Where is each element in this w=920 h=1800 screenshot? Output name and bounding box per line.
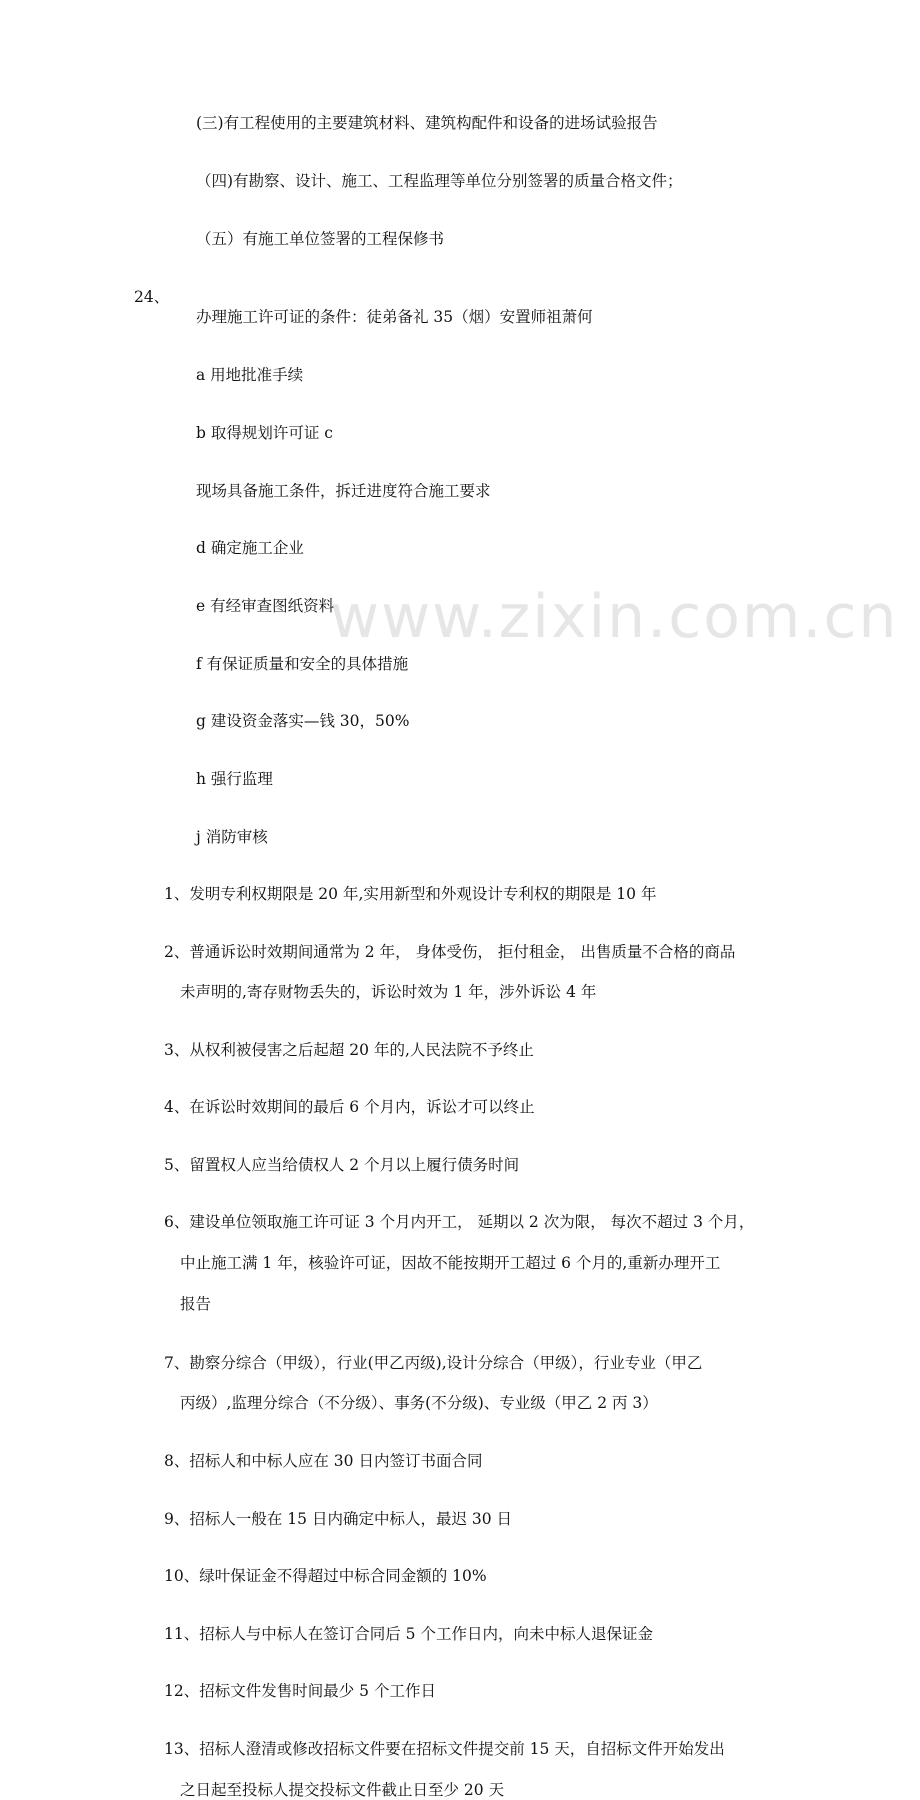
list-item-3: 3、从权利被侵害之后起超 20 年的,人民法院不予终止 <box>164 1041 534 1059</box>
condition-h: h 强行监理 <box>196 770 273 788</box>
list-item-6-cont2: 报告 <box>180 1295 212 1313</box>
list-item-7-cont: 丙级）,监理分综合（不分级）、事务(不分级)、专业级（甲乙 2 丙 3） <box>180 1394 658 1412</box>
condition-j: j 消防审核 <box>196 828 268 846</box>
list-item-7: 7、勘察分综合（甲级），行业(甲乙丙级),设计分综合（甲级），行业专业（甲乙 <box>164 1354 703 1372</box>
watermark: www.zixin.com.cn <box>330 582 899 652</box>
list-item-12: 12、招标文件发售时间最少 5 个工作日 <box>164 1682 436 1700</box>
item-wu: （五）有施工单位签署的工程保修书 <box>196 230 445 248</box>
list-item-4: 4、在诉讼时效期间的最后 6 个月内，诉讼才可以终止 <box>164 1098 535 1116</box>
list-item-2: 2、普通诉讼时效期间通常为 2 年， 身体受伤， 拒付租金， 出售质量不合格的商品 <box>164 943 736 961</box>
item-24-text: 办理施工许可证的条件：徒弟备礼 35（烟）安置师祖萧何 <box>196 308 593 326</box>
list-item-9: 9、招标人一般在 15 日内确定中标人，最迟 30 日 <box>164 1510 513 1528</box>
list-item-1: 1、发明专利权期限是 20 年,实用新型和外观设计专利权的期限是 10 年 <box>164 885 657 903</box>
condition-f: f 有保证质量和安全的具体措施 <box>196 655 409 673</box>
list-item-6-cont: 中止施工满 1 年，核验许可证，因故不能按期开工超过 6 个月的,重新办理开工 <box>180 1254 721 1272</box>
list-item-10: 10、绿叶保证金不得超过中标合同金额的 10% <box>164 1567 487 1585</box>
list-item-13: 13、招标人澄清或修改招标文件要在招标文件提交前 15 天，自招标文件开始发出 <box>164 1740 725 1758</box>
list-item-11: 11、招标人与中标人在签订合同后 5 个工作日内，向未中标人退保证金 <box>164 1625 653 1643</box>
list-item-5: 5、留置权人应当给债权人 2 个月以上履行债务时间 <box>164 1156 520 1174</box>
list-item-13-cont: 之日起至投标人提交投标文件截止日至少 20 天 <box>180 1781 505 1799</box>
condition-a: a 用地批准手续 <box>196 366 304 384</box>
condition-e: e 有经审查图纸资料 <box>196 597 335 615</box>
item-si: （四)有勘察、设计、施工、工程监理等单位分别签署的质量合格文件； <box>196 172 683 190</box>
condition-c: 现场具备施工条件，拆迁进度符合施工要求 <box>196 482 491 500</box>
list-item-2-cont: 未声明的,寄存财物丢失的，诉讼时效为 1 年，涉外诉讼 4 年 <box>180 983 597 1001</box>
list-item-8: 8、招标人和中标人应在 30 日内签订书面合同 <box>164 1452 483 1470</box>
condition-b: b 取得规划许可证 c <box>196 424 333 442</box>
list-item-6: 6、建设单位领取施工许可证 3 个月内开工， 延期以 2 次为限， 每次不超过 3 个月， <box>164 1213 755 1231</box>
item-24-number: 24、 <box>134 288 170 306</box>
condition-d: d 确定施工企业 <box>196 539 304 557</box>
item-san: (三)有工程使用的主要建筑材料、建筑构配件和设备的进场试验报告 <box>196 114 658 132</box>
condition-g: g 建设资金落实—钱 30，50% <box>196 712 410 730</box>
